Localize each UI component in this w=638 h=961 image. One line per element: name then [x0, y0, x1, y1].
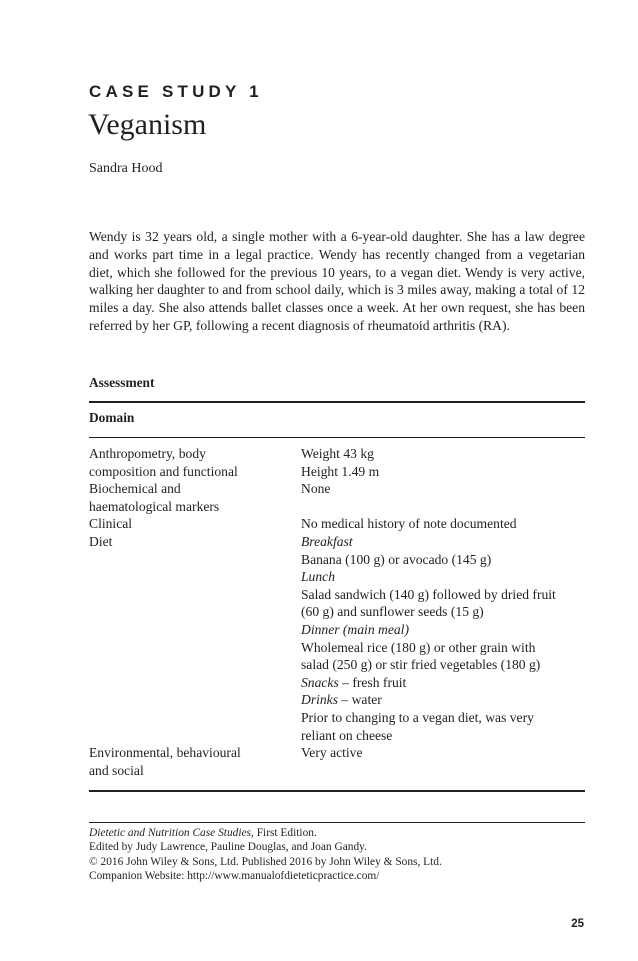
detail-line: Height 1.49 m — [301, 463, 380, 479]
table-row — [89, 533, 585, 744]
page-number: 25 — [571, 918, 584, 930]
detail-line: Wholemeal rice (180 g) or other grain with — [301, 639, 536, 655]
domain-text: and social — [89, 762, 144, 778]
footer-book-line — [89, 826, 585, 840]
table-row — [89, 744, 585, 779]
detail-line: Weight 43 kg — [301, 446, 374, 461]
detail-line: No medical history of note documented — [301, 516, 517, 532]
domain-text: Environmental, behavioural — [89, 745, 241, 761]
domain-text: Anthropometry, body — [89, 446, 206, 461]
detail-line — [301, 691, 585, 709]
detail-line: Dinner (main meal) — [301, 621, 409, 637]
case-study-label: CASE STUDY 1 — [89, 82, 263, 101]
domain-cell — [89, 515, 301, 533]
detail-line: salad (250 g) or stir fried vegetables (180 g) — [301, 657, 541, 673]
domain-cell — [89, 445, 301, 480]
detail-label: Snacks — [301, 674, 339, 690]
assessment-table — [89, 445, 585, 779]
domain-text: composition and functional — [89, 463, 238, 479]
detail-label: Drinks — [301, 692, 339, 708]
footer-edition: , First Edition. — [251, 827, 317, 839]
footer-website: Companion Website: http://www.manualofdieteticpractice.com/ — [89, 870, 380, 883]
detail-line: Prior to changing to a vegan diet, was very — [301, 709, 534, 725]
page-title: Veganism — [88, 108, 207, 141]
footer-copyright: © 2016 John Wiley & Sons, Ltd. Published 2016 by John Wiley & Sons, Ltd. — [89, 855, 442, 868]
domain-text: haematological markers — [89, 498, 220, 514]
detail-line: Very active — [301, 745, 363, 761]
table-header-rule — [89, 437, 585, 438]
detail-line: None — [301, 481, 331, 497]
detail-line: Salad sandwich (140 g) followed by dried fruit — [301, 586, 556, 602]
detail-line: Lunch — [301, 569, 335, 585]
footer-book-title: Dietetic and Nutrition Case Studies — [89, 827, 251, 839]
intro-paragraph: Wendy is 32 years old, a single mother with a 6-year-old daughter. She has a law degree and works part time in a legal practice. Wendy has recently changed from a vegetarian diet, which she followed for the previous 10 years, to a vegan diet. Wendy is very active, walking her daughter to and from school daily, which is 3 miles away, making a total of 12 miles a day. She also attends ballet classes once a week. At her own request, she has been referred by her GP, following a recent diagnosis of rheumatoid arthritis (RA). — [89, 229, 585, 333]
domain-text: Diet — [89, 533, 113, 549]
detail-line: reliant on cheese — [301, 727, 393, 743]
table-row — [89, 480, 585, 515]
detail-line — [301, 674, 585, 692]
assessment-heading: Assessment — [89, 375, 155, 390]
detail-line: (60 g) and sunflower seeds (15 g) — [301, 604, 484, 620]
details-cell — [301, 515, 585, 533]
domain-cell — [89, 533, 301, 744]
footer-credits — [89, 826, 585, 884]
table-row — [89, 445, 585, 480]
table-row — [89, 515, 585, 533]
domain-cell — [89, 480, 301, 515]
details-cell — [301, 480, 585, 515]
details-cell — [301, 445, 585, 480]
detail-line: Breakfast — [301, 533, 353, 549]
footer-rule — [89, 822, 585, 823]
domain-column-heading: Domain — [89, 410, 135, 425]
details-cell — [301, 744, 585, 779]
domain-text: Clinical — [89, 516, 133, 532]
domain-cell — [89, 744, 301, 779]
table-top-rule — [89, 401, 585, 403]
domain-text: Biochemical and — [89, 481, 181, 497]
table-bottom-rule — [89, 790, 585, 792]
footer-editors: Edited by Judy Lawrence, Pauline Douglas, and Joan Gandy. — [89, 841, 367, 854]
detail-line: Banana (100 g) or avocado (145 g) — [301, 551, 492, 567]
author-name: Sandra Hood — [89, 161, 163, 176]
details-cell — [301, 533, 585, 744]
detail-text: – fresh fruit — [338, 674, 407, 690]
detail-text: – water — [338, 692, 382, 708]
